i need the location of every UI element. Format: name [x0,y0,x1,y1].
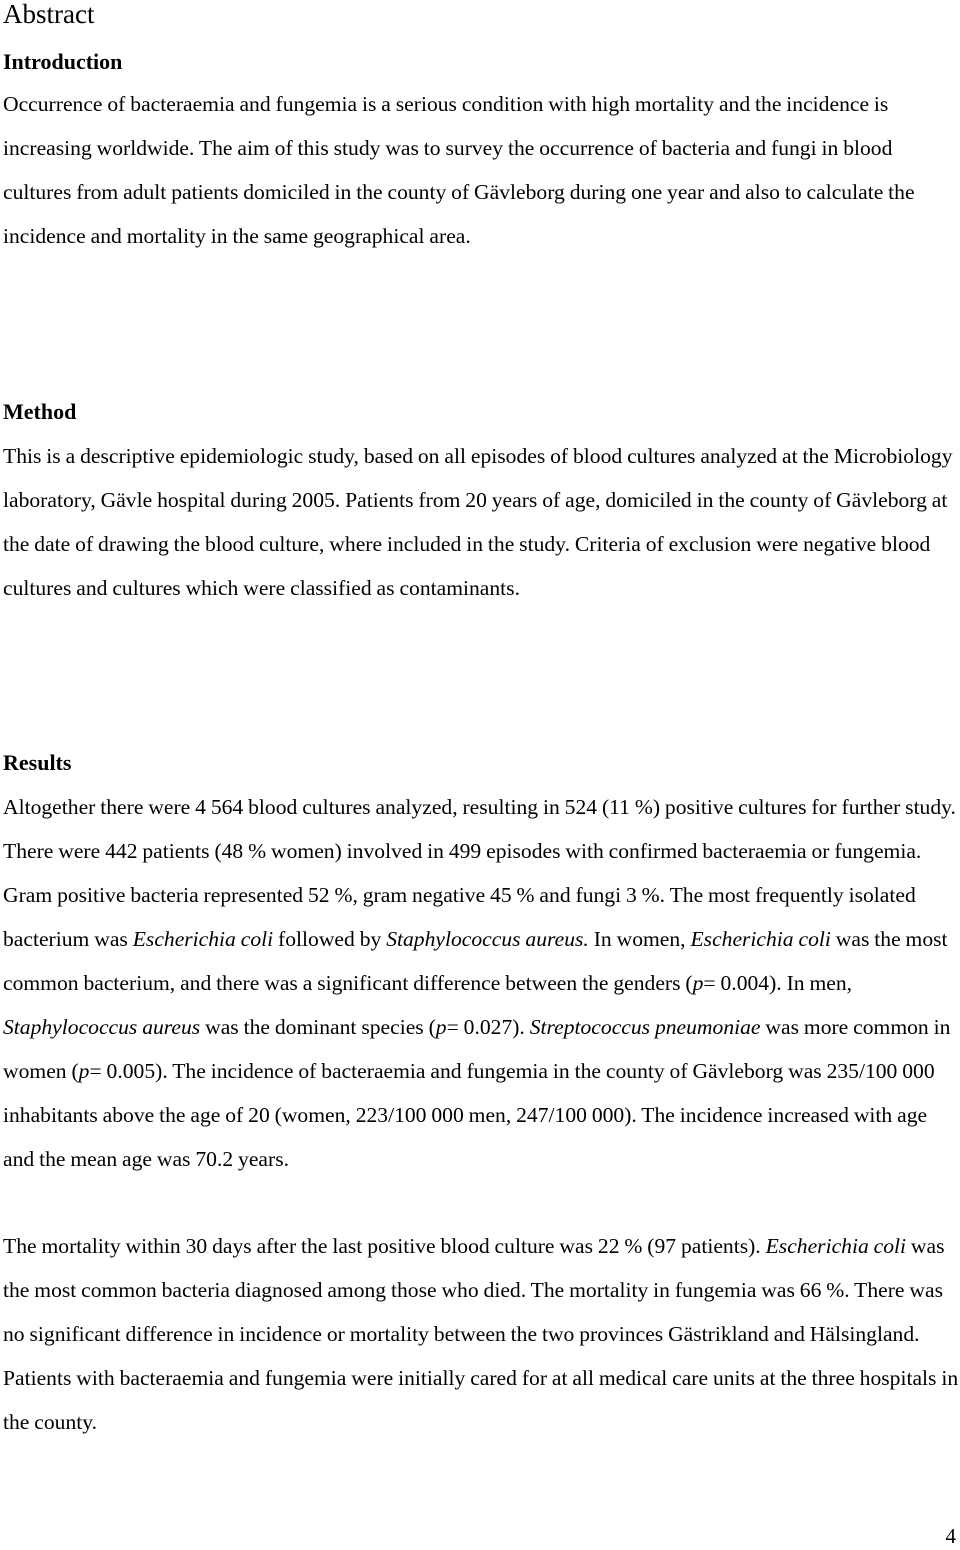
results-text: = 0.005). The incidence of bacteraemia and fungemia in the county of Gävleborg was 235/100 000 inhabitants above the age of 20 (women, 223/100 000 men, 247/100 000). The incidence increased with age and the mean age was 70.2 years. [3,1059,935,1171]
results-text: was the dominant species ( [200,1015,436,1039]
results-text: = 0.027). [446,1015,530,1039]
mortality-paragraph [3,1224,960,1444]
results-text: followed by [273,927,387,951]
introduction-heading: Introduction [3,49,123,74]
species-name: Escherichia coli [690,927,831,951]
species-name: Escherichia coli [132,927,274,951]
mortality-text: The mortality within 30 days after the last positive blood culture was 22 % (97 patients). [3,1234,766,1258]
results-text: = 0.004). In men, [703,971,853,995]
results-text: In women, [588,927,691,951]
species-name: Staphylococcus aureus [3,1015,201,1039]
results-heading: Results [3,750,72,775]
results-text: was the most common bacterium, and there was a significant difference between the genders ( [3,927,948,995]
abstract-title: Abstract [3,0,95,29]
p-value-symbol: p [435,1015,447,1039]
results-paragraph [3,785,960,1181]
species-name: Escherichia coli [765,1234,907,1258]
introduction-paragraph: Occurrence of bacteraemia and fungemia is a serious condition with high mortality and the incidence is increasing worldwide. The aim of this study was to survey the occurrence of bacteria and fungi in blood cultures from adult patients domiciled in the county of Gävleborg during one year and also to calculate the incidence and mortality in the same geographical area. [3,92,915,248]
results-text: was more common in women ( [3,1015,951,1083]
results-text: Altogether there were 4 564 blood cultures analyzed, resulting in 524 (11 %) positive cultures for further study. There were 442 patients (48 % women) involved in 499 episodes with confirmed bacteraemia or fungemia. Gram positive bacteria represented 52 %, gram negative 45 % and fungi 3 %. The most frequently isolated bacterium was [3,795,956,951]
species-name: Streptococcus pneumoniae [529,1015,761,1039]
p-value-symbol: p [692,971,704,995]
page-number: 4 [945,1524,956,1548]
method-heading: Method [3,399,77,424]
species-name: Staphylococcus aureus. [386,927,589,951]
method-paragraph: This is a descriptive epidemiologic study, based on all episodes of blood cultures analyzed at the Microbiology laboratory, Gävle hospital during 2005. Patients from 20 years of age, domiciled in the county of Gävleborg at the date of drawing the blood culture, where included in the study. Criteria of exclusion were negative blood cultures and cultures which were classified as contaminants. [3,444,953,600]
mortality-text: was the most common bacteria diagnosed among those who died. The mortality in fungemia was 66 %. There was no significant difference in incidence or mortality between the two provinces Gästrikland and Hälsingland. Patients with bacteraemia and fungemia were initially cared for at all medical care units at the three hospitals in the county. [3,1234,959,1434]
p-value-symbol: p [78,1059,90,1083]
